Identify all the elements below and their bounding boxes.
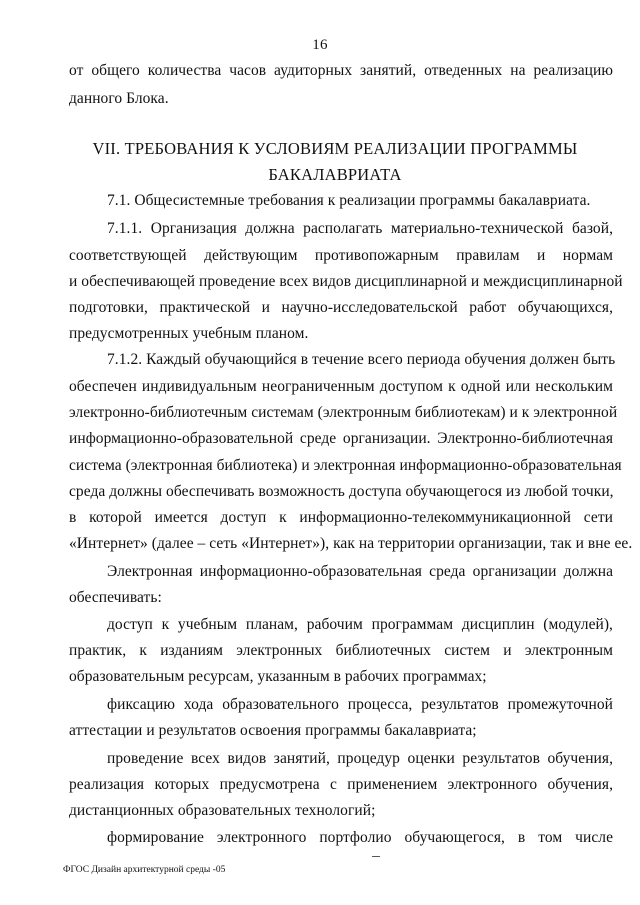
scan-mark [372, 856, 380, 857]
paragraph-line: доступ к учебным планам, рабочим программам дисциплин (модулей), [107, 616, 613, 633]
text-line: и обеспечивающей проведение всех видов дисциплинарной и междисциплинарной [69, 273, 623, 290]
paragraph-line: 7.1.2. Каждый обучающийся в течение всего периода обучения должен быть [107, 351, 616, 368]
page-number: 16 [312, 37, 328, 53]
text-line: электронно-библиотечным системам (электронным библиотекам) и к электронной [69, 404, 618, 421]
paragraph-line: 7.1.1. Организация должна располагать материально-технической базой, [107, 220, 613, 237]
text-line: среда должны обеспечивать возможность доступа обучающегося из любой точки, [69, 483, 614, 500]
paragraph-line: фиксацию хода образовательного процесса, результатов промежуточной [107, 696, 613, 713]
text-line: практик, к изданиям электронных библиотечных систем и электронным [69, 642, 613, 659]
text-line: система (электронная библиотека) и электронная информационно-образовательная [69, 457, 622, 474]
text-line: реализация которых предусмотрена с применением электронного обучения, [69, 776, 613, 793]
text-line: образовательным ресурсам, указанным в рабочих программах; [69, 668, 487, 685]
footer-text: ФГОС Дизайн архитектурной среды -05 [63, 865, 226, 875]
text-line: обеспечивать: [69, 589, 162, 606]
text-line: информационно-образовательной среде организации. Электронно-библиотечная [69, 430, 613, 447]
text-line: в которой имеется доступ к информационно-телекоммуникационной сети [69, 509, 613, 526]
paragraph-line: 7.1. Общесистемные требования к реализации программы бакалавриата. [107, 192, 591, 209]
text-line: обеспечен индивидуальным неограниченным доступом к одной или нескольким [69, 378, 613, 395]
paragraph-line: формирование электронного портфолио обучающегося, в том числе [107, 829, 613, 846]
text-line: аттестации и результатов освоения программы бакалавриата; [69, 722, 477, 739]
section-heading: VII. ТРЕБОВАНИЯ К УСЛОВИЯМ РЕАЛИЗАЦИИ ПРОГРАММЫ [92, 139, 578, 158]
text-line: данного Блока. [69, 90, 169, 107]
section-heading: БАКАЛАВРИАТА [268, 165, 402, 184]
text-line: подготовки, практической и научно-исследовательской работ обучающихся, [69, 299, 613, 316]
text-line: «Интернет» (далее – сеть «Интернет»), как на территории организации, так и вне ее. [69, 535, 633, 552]
paragraph-line: Электронная информационно-образовательная среда организации должна [107, 563, 613, 580]
paragraph-line: проведение всех видов занятий, процедур оценки результатов обучения, [107, 750, 613, 767]
text-line: дистанционных образовательных технологий; [69, 802, 376, 819]
text-line: предусмотренных учебным планом. [69, 325, 309, 342]
text-line: от общего количества часов аудиторных занятий, отведенных на реализацию [69, 62, 613, 79]
text-line: соответствующей действующим противопожарным правилам и нормам [69, 247, 613, 264]
